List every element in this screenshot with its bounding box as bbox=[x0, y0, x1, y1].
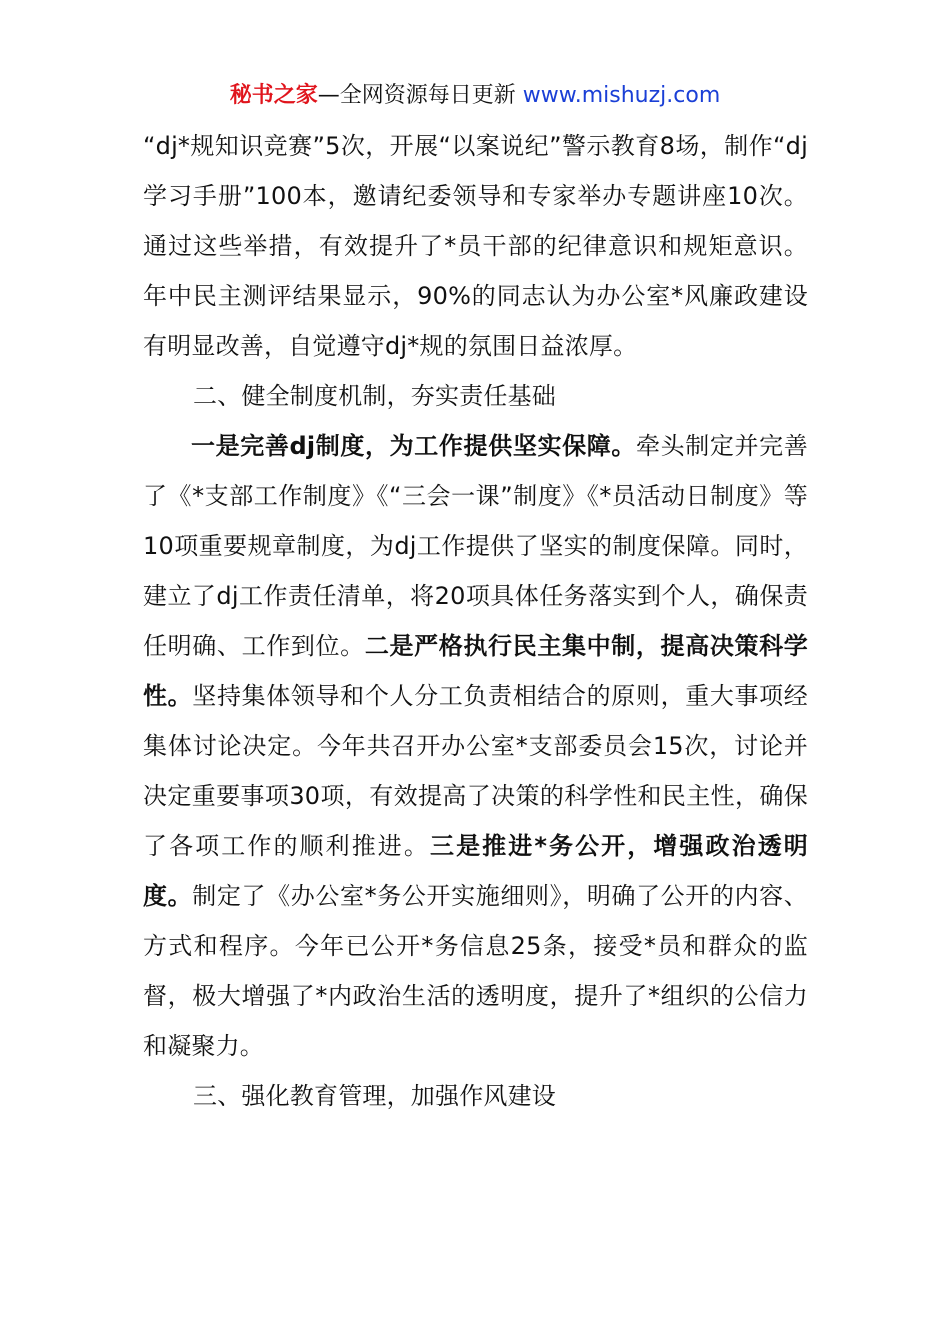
point-3-text: 制定了《办公室*务公开实施细则》，明确了公开的内容、方式和程序。今年已公开*务信息25条，接受*员和群众的监督，极大增强了*内政治生活的透明度，提升了*组织的公信力和凝聚力。 bbox=[143, 882, 808, 1060]
header-slogan: —全网资源每日更新 bbox=[317, 83, 523, 108]
section-heading-3: 三、强化教育管理，加强作风建设 bbox=[193, 1082, 556, 1110]
paragraph-1: “dj*规知识竞赛”5次，开展“以案说纪”警示教育8场，制作“dj学习手册”100本，邀请纪委领导和专家举办专题讲座10次。通过这些举措，有效提升了*员干部的纪律意识和规矩意识。年中民主测评结果显示，90%的同志认为办公室*风廉政建设有明显改善，自觉遵守dj*规的氛围日益浓厚。 bbox=[143, 132, 808, 360]
point-2-text: 坚持集体领导和个人分工负责相结合的原则，重大事项经集体讨论决定。今年共召开办公室*支部委员会15次，讨论并决定重要事项30项，有效提高了决策的科学性和民主性，确保了各项工作的顺利推进。 bbox=[143, 682, 808, 860]
document-body bbox=[143, 121, 808, 1121]
site-url-link[interactable]: www.mishuzj.com bbox=[522, 83, 721, 108]
bold-point-2: 二是严格执行民主集中制，提高决策科学性。 bbox=[143, 632, 808, 710]
site-header bbox=[0, 80, 950, 112]
section-heading-2: 二、健全制度机制，夯实责任基础 bbox=[193, 382, 556, 410]
paragraph-2 bbox=[143, 421, 808, 1071]
bold-point-1: 一是完善dj制度，为工作提供坚实保障。 bbox=[191, 432, 636, 460]
point-1-text: 牵头制定并完善了《*支部工作制度》《“三会一课”制度》《*员活动日制度》等10项重要规章制度，为dj工作提供了坚实的制度保障。同时，建立了dj工作责任清单，将20项具体任务落实到个人，确保责任明确、工作到位。 bbox=[143, 432, 808, 660]
bold-point-3: 三是推进*务公开，增强政治透明度。 bbox=[143, 832, 808, 910]
brand-name: 秘书之家 bbox=[229, 83, 318, 108]
